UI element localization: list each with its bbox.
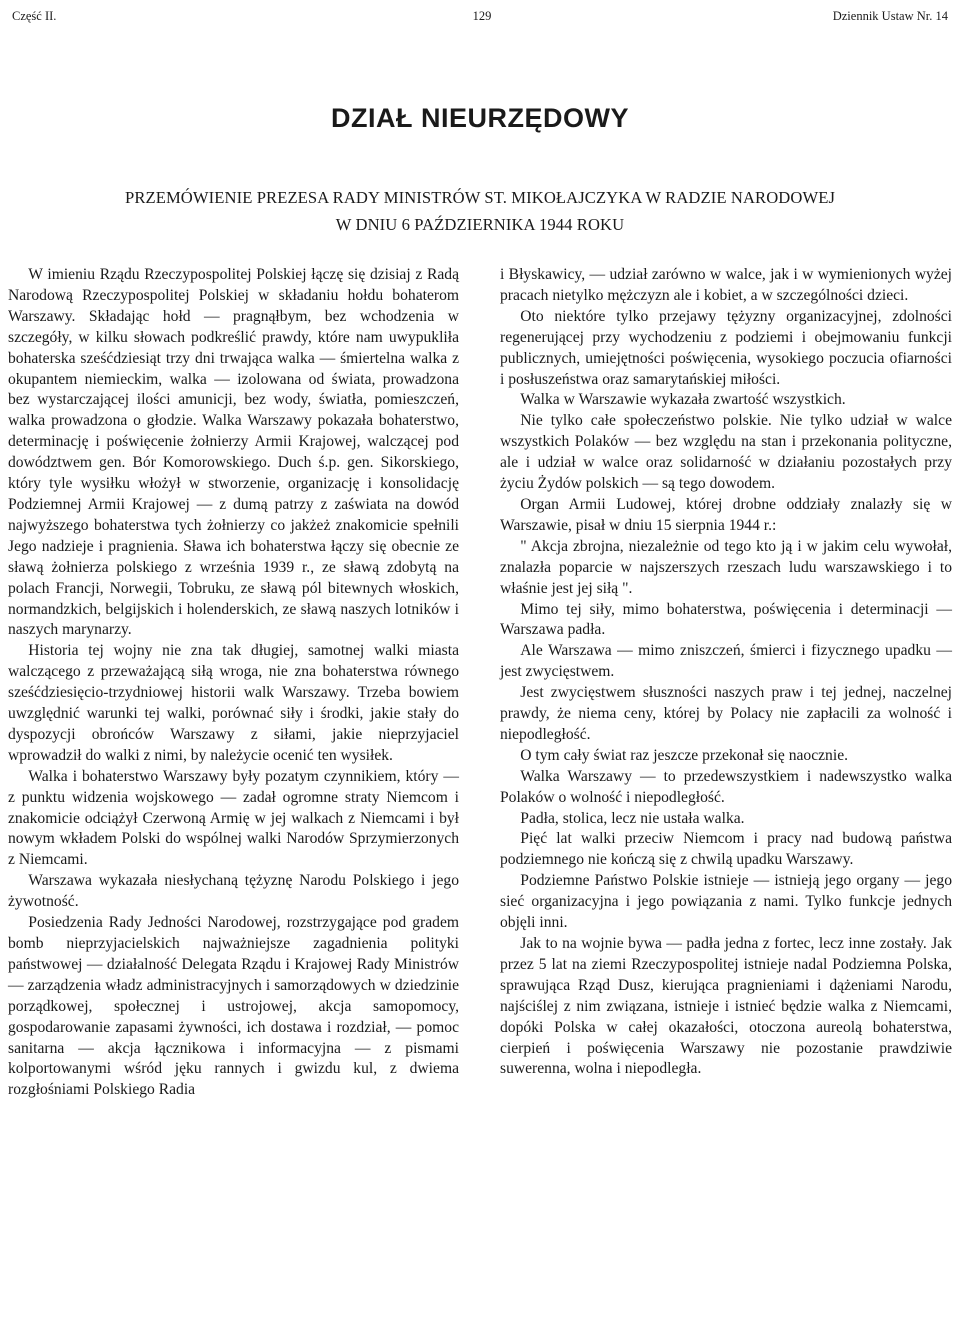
paragraph: Posiedzenia Rady Jedności Narodowej, rozstrzygające pod gradem bomb nieprzyjacielskich najważniejsze zagadnienia polityki państwowej — działalność Delegata Rządu i Krajowej Rady Ministrów — zarządzenia władz administracyjnych i samorządowych w dziedzinie porządkowej, społecznej i ustrojowej, akcja samopomocy, gospodarowanie zapasami żywności, ich dostawa i rozdział, — pomoc sanitarna — akcja łącznikowa i informacyjna — z pismami kolportowanymi wśród jęku rannych i gwizdu kul, z dwiema rozgłośniami Polskiego Radia bbox=[8, 914, 459, 1099]
page-number: 129 bbox=[472, 9, 492, 23]
paragraph: Jest zwycięstwem słuszności naszych praw i tej jednej, naczelnej prawdy, że niema ceny, której by Polacy nie zapłacili za wolność i niepodległość. bbox=[500, 684, 952, 743]
running-head bbox=[12, 6, 952, 26]
paragraph: Walka Warszawy — to przedewszystkiem i nadewszystko walka Polaków o wolność i niepodległość. bbox=[500, 767, 952, 806]
paragraph: Organ Armii Ludowej, której drobne oddziały znalazły się w Warszawie, pisał w dniu 15 sierpnia 1944 r.: bbox=[500, 495, 952, 534]
paragraph: " Akcja zbrojna, niezależnie od tego kto ją i w jakim celu wywołał, znalazła poparcie w najszerszych rzeszach ludu warszawskiego i to właśnie jest jej siłą ". bbox=[500, 537, 952, 597]
paragraph: Padła, stolica, lecz nie ustała walka. bbox=[520, 809, 745, 827]
paragraph: W imieniu Rządu Rzeczypospolitej Polskiej łączę się dzisiaj z Radą Narodową Rzeczypospolitej Polskiej w składaniu hołdu bohaterom Warszawy. Składając hołd — pragnąłbym, bez wchodzenia w szczegóły, w kilku słowach podkreślić prawdy, które nam uwypukliła bohaterska sześćdziesiąt trzy dni trwająca walka — śmiertelna walka z okupantem niemieckim, walka — izolowana od świata, prowadzona bez wystarczającej ilości amunicji, bez wody, światła, pomieszczeń, walka prowadzona o głodzie. Walka Warszawy pokazała bohaterstwo, determinację i poświęcenie żołnierzy Armii Krajowej, walczącej pod dowództwem gen. Bór Komorowskiego. Duch ś.p. gen. Sikorskiego, który tyle wysiłku włożył w stworzenie, organizację i konsolidację Podziemnej Armii Krajowej — z dumą patrzy z zaświata na dowód najwyższego bohaterstwa tych żołnierzy co jakżeż znakomicie spełnili Jego nadzieje i pragnienia. Sława ich bohaterstwa łączy się obecnie ze sławą żołnierza polskiego z września 1939 r., ze sławą zdobytą na polach Francji, Norwegii, Tobruku, ze sławą pól bitewnych włoskich, normandzkich, belgijskich i holenderskich, ze sławą naszych lotników i naszych marynarzy. bbox=[8, 266, 459, 639]
paragraph: Historia tej wojny nie zna tak długiej, samotnej walki miasta walczącego z przeważającą siłą wroga, nie zna bohaterstwa równego sześćdziesięcio-trzydniowej historii walk Warszawy. Trzeba bowiem uwzględnić warunki tej walki, porównać siły i środki, jakie stały do dyspozycji obrońców Warszawy z siłami, jakie nieprzyjaciel wprowadził do walki z nimi, by należycie ocenić ten wysiłek. bbox=[8, 642, 459, 764]
paragraph: Walka i bohaterstwo Warszawy były pozatym czynnikiem, który — z punktu widzenia wojskowego — zadał ogromne straty Niemcom i znakomicie odciążył Czerwoną Armię w jej walkach z Niemcami i był nowym wkładem Polski do wspólnej walki Narodów Sprzymierzonych z Niemcami. bbox=[8, 767, 459, 869]
left-column bbox=[8, 265, 459, 1101]
paragraph: Walka w Warszawie wykazała zwartość wszystkich. bbox=[520, 391, 846, 409]
paragraph: Oto niektóre tylko przejawy tężyzny organizacyjnej, zdolności regenerującej przy wychodzeniu z podziemi i obejmowaniu funkcji publicznych, umiejętności poświęcenia, wysokiego poczucia ofiarności i posłuszeństwa oraz samarytańskiej miłości. bbox=[500, 307, 952, 388]
paragraph: i Błyskawicy, — udział zarówno w walce, jak i w wymienionych wyżej pracach nietylko mężczyzn ale i kobiet, a w szczególności dzieci. bbox=[500, 266, 952, 304]
paragraph: Ale Warszawa — mimo zniszczeń, śmierci i fizycznego upadku — jest zwycięstwem. bbox=[500, 642, 952, 681]
right-column bbox=[500, 265, 952, 1080]
paragraph: O tym cały świat raz jeszcze przekonał się naocznie. bbox=[520, 746, 849, 764]
running-head-part: Część II. bbox=[12, 9, 57, 23]
section-title: DZIAŁ NIEURZĘDOWY bbox=[331, 103, 629, 133]
speech-title bbox=[0, 184, 960, 238]
speech-title-line-2: W DNIU 6 PAŹDZIERNIKA 1944 ROKU bbox=[335, 215, 625, 234]
paragraph: Podziemne Państwo Polskie istnieje — istnieją jego organy — jego sieć organizacyjna i jego powiązania z nami. Tylko funkcje jednych objęli inni. bbox=[500, 872, 952, 932]
speech-title-line-1: PRZEMÓWIENIE PREZESA RADY MINISTRÓW ST. MIKOŁAJCZYKA W RADZIE NARODOWEJ bbox=[124, 188, 835, 207]
paragraph: Jak to na wojnie bywa — padła jedna z fortec, lecz inne zostały. Jak przez 5 lat na ziemi Rzeczypospolitej istnieje nadal Podziemna Polska, sprawująca Rząd Dusz, kierująca pragnieniami i dążeniami Narodu, najściślej z nim związana, istnieje i istnieć będzie walka z Niemcami, dopóki Polska w całej okazałości, otoczona aureolą bohaterstwa, cierpień i poświęcenia Warszawy nie pozostanie prawdziwie suwerenna, wolna i niepodległa. bbox=[500, 935, 952, 1078]
paragraph: Mimo tej siły, mimo bohaterstwa, poświęcenia i determinacji — Warszawa padła. bbox=[500, 600, 952, 639]
paragraph: Warszawa wykazała niesłychaną tężyznę Narodu Polskiego i jego żywotność. bbox=[8, 872, 459, 911]
running-head-journal: Dziennik Ustaw Nr. 14 bbox=[832, 9, 948, 23]
paragraph: Nie tylko całe społeczeństwo polskie. Nie tylko udział w walce wszystkich Polaków — bez względu na stan i przekonania polityczne, ale i udział w walce oraz solidarność w działaniu pozostałych przy życiu Żydów polskich — są tego dowodem. bbox=[500, 412, 952, 493]
paragraph: Pięć lat walki przeciw Niemcom i pracy nad budową państwa podziemnego nie kończą się z chwilą upadku Warszawy. bbox=[500, 830, 952, 869]
